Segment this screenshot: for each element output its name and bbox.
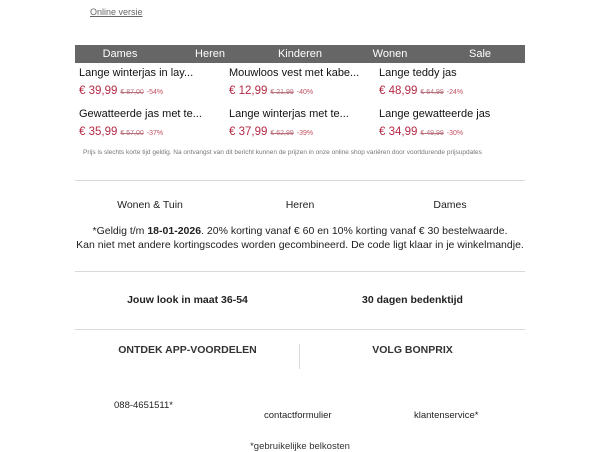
product-old-price: € 64,99 bbox=[420, 89, 444, 96]
product-old-price: € 87,00 bbox=[120, 89, 144, 96]
nav-item-sale[interactable]: Sale bbox=[468, 48, 492, 60]
promo-line-2: Kan niet met andere kortingscodes worden gecombineerd. De code ligt klaar in je winkelmandje. bbox=[76, 239, 524, 251]
vertical-divider bbox=[299, 344, 300, 369]
promo-terms bbox=[75, 224, 525, 252]
price-disclaimer: Prijs is slechts korte tijd geldig. Na ontvangst van dit bericht kunnen de prijzen in onze online shop variëren door voortdurende prijsupdates bbox=[83, 149, 482, 156]
product-card[interactable] bbox=[229, 66, 379, 103]
product-price: € 39,99 bbox=[79, 85, 118, 97]
price-row bbox=[229, 83, 379, 100]
price-row bbox=[229, 124, 379, 141]
promo-line-1 bbox=[75, 224, 525, 238]
product-grid bbox=[79, 66, 529, 144]
product-discount: -30% bbox=[446, 130, 464, 137]
product-name: Mouwloos vest met kabe... bbox=[229, 67, 360, 79]
price-row bbox=[79, 124, 229, 141]
product-card[interactable] bbox=[229, 107, 379, 144]
product-discount: -39% bbox=[296, 130, 314, 137]
product-card[interactable] bbox=[379, 66, 529, 103]
usp-row bbox=[75, 294, 525, 306]
category-link-dames[interactable]: Dames bbox=[433, 199, 467, 211]
usp-size-range: Jouw look in maat 36-54 bbox=[127, 294, 248, 306]
nav-item-wonen[interactable]: Wonen bbox=[372, 48, 408, 60]
category-link-wonen-tuin[interactable]: Wonen & Tuin bbox=[117, 199, 183, 211]
action-row bbox=[75, 344, 525, 356]
customer-service-link[interactable]: klantenservice* bbox=[414, 410, 479, 421]
category-nav-bar bbox=[75, 45, 525, 63]
nav-item-kinderen[interactable]: Kinderen bbox=[277, 48, 323, 60]
product-card[interactable] bbox=[79, 66, 229, 103]
product-name: Lange teddy jas bbox=[379, 67, 457, 79]
nav-item-heren[interactable]: Heren bbox=[195, 48, 225, 60]
product-old-price: € 62,99 bbox=[270, 130, 294, 137]
nav-item-dames[interactable]: Dames bbox=[102, 48, 138, 60]
promo-details: . 20% korting vanaf € 60 en 10% korting vanaf € 30 bestelwaarde. bbox=[201, 225, 508, 237]
call-cost-footnote: *gebruikelijke belkosten bbox=[250, 441, 350, 452]
online-version-link[interactable]: Online versie bbox=[90, 7, 143, 17]
product-price: € 48,99 bbox=[379, 85, 418, 97]
product-price: € 35,99 bbox=[79, 126, 118, 138]
contact-form-link[interactable]: contactformulier bbox=[264, 410, 332, 421]
product-price: € 37,99 bbox=[229, 126, 268, 138]
product-old-price: € 49,99 bbox=[420, 130, 444, 137]
product-discount: -54% bbox=[146, 89, 164, 96]
product-discount: -40% bbox=[296, 89, 314, 96]
usp-return-period: 30 dagen bedenktijd bbox=[362, 294, 463, 306]
category-link-heren[interactable]: Heren bbox=[285, 199, 315, 211]
product-card[interactable] bbox=[79, 107, 229, 144]
app-benefits-link[interactable]: ONTDEK APP-VOORDELEN bbox=[118, 344, 257, 356]
price-row bbox=[379, 124, 529, 141]
product-name: Gewatteerde jas met te... bbox=[79, 108, 202, 120]
product-name: Lange gewatteerde jas bbox=[379, 108, 491, 120]
price-row bbox=[79, 83, 229, 100]
divider bbox=[75, 271, 525, 272]
product-discount: -24% bbox=[446, 89, 464, 96]
product-card[interactable] bbox=[379, 107, 529, 144]
product-price: € 34,99 bbox=[379, 126, 418, 138]
product-name: Lange winterjas met te... bbox=[229, 108, 349, 120]
divider bbox=[75, 329, 525, 330]
product-discount: -37% bbox=[146, 130, 164, 137]
promo-date: 18-01-2026 bbox=[147, 225, 202, 237]
product-old-price: € 21,99 bbox=[270, 89, 294, 96]
divider bbox=[75, 180, 525, 181]
price-row bbox=[379, 83, 529, 100]
category-links bbox=[75, 199, 525, 211]
phone-link[interactable]: 088-4651511* bbox=[114, 400, 173, 411]
follow-bonprix-link[interactable]: VOLG BONPRIX bbox=[372, 344, 453, 356]
promo-prefix: *Geldig t/m bbox=[92, 225, 148, 237]
product-price: € 12,99 bbox=[229, 85, 268, 97]
product-old-price: € 57,00 bbox=[120, 130, 144, 137]
product-name: Lange winterjas in lay... bbox=[79, 67, 194, 79]
